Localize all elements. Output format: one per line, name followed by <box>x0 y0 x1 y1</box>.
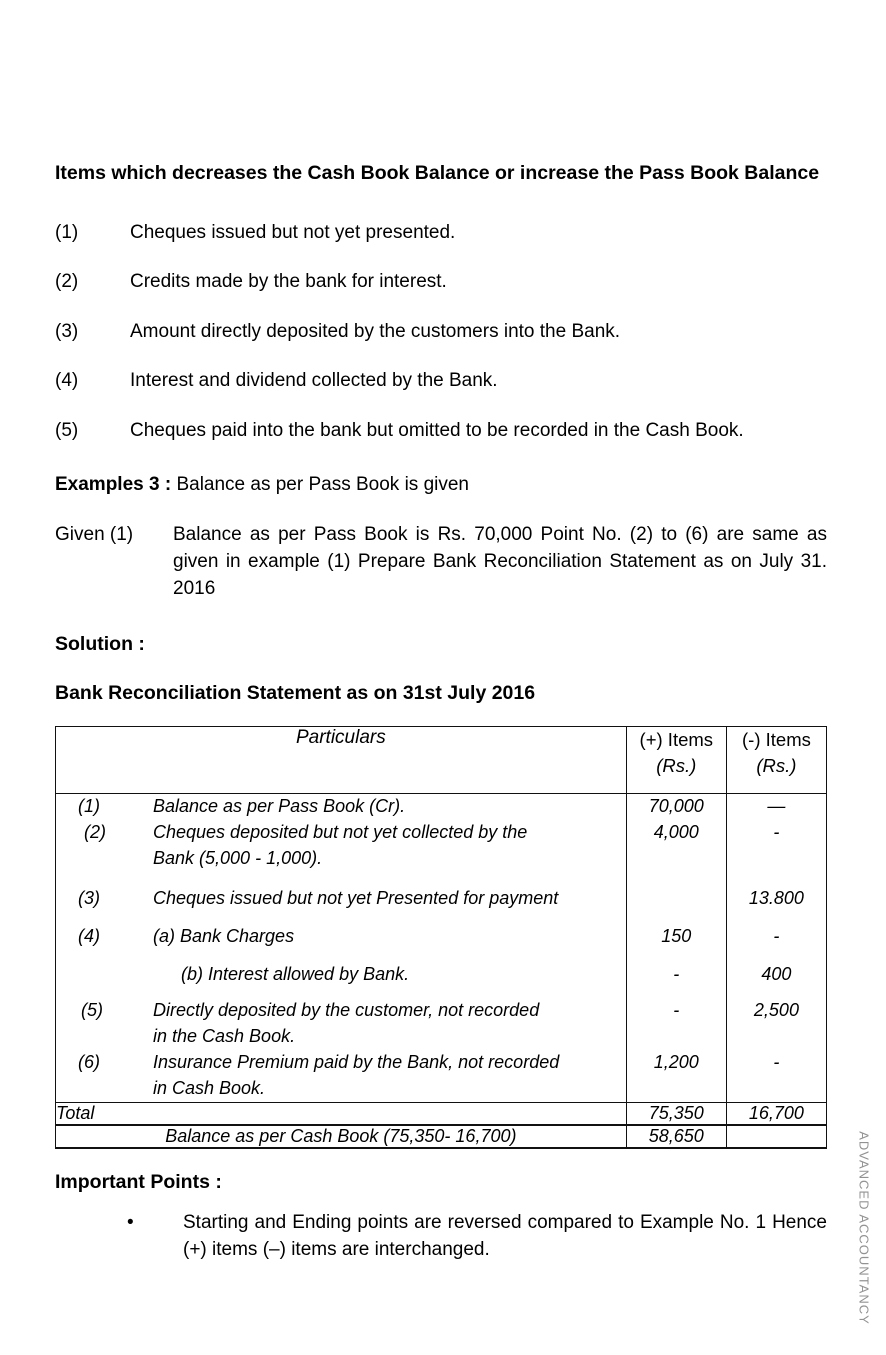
table-row <box>56 886 626 912</box>
header-particulars: Particulars <box>56 727 627 794</box>
list-item <box>55 220 827 247</box>
bullet-icon: • <box>127 1211 134 1233</box>
given-block <box>55 522 827 603</box>
header-plus-unit: (Rs.) <box>656 754 697 776</box>
total-minus-value: 16,700 <box>726 1102 826 1125</box>
minus-value: - <box>773 1052 780 1073</box>
minus-value: 2,500 <box>753 1000 799 1021</box>
row-marker: (1) <box>78 796 100 817</box>
row-text: Directly deposited by the customer, not recorded <box>153 999 540 1020</box>
minus-value-spacer <box>727 846 826 872</box>
list-item-text: Interest and dividend collected by the Bank. <box>130 370 498 392</box>
table-balance-row <box>56 1125 827 1148</box>
list-item-text: Cheques paid into the bank but omitted to be recorded in the Cash Book. <box>130 420 744 442</box>
table-row <box>56 820 626 846</box>
list-item-marker: (1) <box>55 221 79 243</box>
row-marker: (2) <box>84 822 106 843</box>
minus-value: - <box>773 822 780 843</box>
balance-minus-value <box>726 1125 826 1148</box>
watermark-text: ADVANCED ACCOUNTANCY <box>856 1131 872 1325</box>
header-minus-items <box>726 727 826 794</box>
row-text: Cheques deposited but not yet collected by the <box>153 822 528 843</box>
row-marker: (5) <box>81 999 103 1020</box>
minus-value-spacer <box>727 1024 826 1050</box>
minus-value: — <box>767 796 786 817</box>
table-body-row <box>56 794 827 1103</box>
list-item-marker: (5) <box>55 420 79 442</box>
important-points-heading: Important Points : <box>55 1170 222 1193</box>
list-item <box>55 269 827 296</box>
list-item <box>55 319 827 346</box>
row-text-sub: (b) Interest allowed by Bank. <box>181 964 410 985</box>
table-row <box>56 794 626 820</box>
row-text: Balance as per Pass Book (Cr). <box>153 796 406 817</box>
plus-value: 4,000 <box>653 822 699 843</box>
plus-value <box>627 886 726 912</box>
list-item-text: Credits made by the bank for interest. <box>130 271 447 293</box>
plus-value-spacer <box>627 846 726 872</box>
list-item <box>55 368 827 395</box>
plus-items-cell <box>626 794 726 1103</box>
minus-items-cell <box>726 794 826 1103</box>
bank-reconciliation-table <box>55 726 827 1149</box>
list-item <box>55 418 827 445</box>
table-total-row <box>56 1102 827 1125</box>
list-item-marker: (2) <box>55 271 79 293</box>
section-heading: Items which decreases the Cash Book Balance or increase the Pass Book Balance <box>55 162 820 184</box>
plus-value: 70,000 <box>648 796 704 817</box>
plus-value-spacer <box>627 1024 726 1050</box>
solution-label: Solution : <box>55 633 145 656</box>
scan-watermark-artifact <box>844 1128 884 1328</box>
row-marker: (4) <box>78 926 100 947</box>
balance-plus-value: 58,650 <box>626 1125 726 1148</box>
header-minus-unit: (Rs.) <box>756 754 797 776</box>
particulars-cell <box>56 794 627 1103</box>
table-row <box>56 998 626 1024</box>
total-plus-value: 75,350 <box>626 1102 726 1125</box>
document-page <box>55 0 827 1264</box>
header-minus-label: (-) Items <box>742 729 811 751</box>
row-text-continued: in Cash Book. <box>153 1077 266 1098</box>
table-row <box>56 924 626 950</box>
row-text: Cheques issued but not yet Presented for payment <box>153 888 559 909</box>
example-line <box>55 472 827 499</box>
statement-title: Bank Reconciliation Statement as on 31st July 2016 <box>55 682 536 705</box>
minus-value: 13.800 <box>748 888 804 909</box>
example-label: Examples 3 : <box>55 473 172 495</box>
row-text-continued: in the Cash Book. <box>153 1025 296 1046</box>
plus-value: - <box>673 1000 680 1021</box>
plus-value: 1,200 <box>653 1052 699 1073</box>
row-marker: (3) <box>78 888 100 909</box>
minus-value: 400 <box>761 964 792 985</box>
given-text: Balance as per Pass Book is Rs. 70,000 Point No. (2) to (6) are same as given in example (1) Prepare Bank Reconciliation Statement as on July 31. 2016 <box>173 524 827 600</box>
given-marker: Given (1) <box>55 524 134 546</box>
important-points-text: Starting and Ending points are reversed compared to Example No. 1 Hence (+) items (–) items are interchanged. <box>183 1211 827 1260</box>
list-item-marker: (3) <box>55 320 79 342</box>
plus-value: - <box>673 964 680 985</box>
example-text: Balance as per Pass Book is given <box>171 473 470 495</box>
row-text: (a) Bank Charges <box>153 926 295 947</box>
important-points-bullet <box>55 1210 827 1264</box>
list-item-text: Amount directly deposited by the customers into the Bank. <box>130 320 621 342</box>
list-item-marker: (4) <box>55 370 79 392</box>
header-plus-items <box>626 727 726 794</box>
table-header-row <box>56 727 827 794</box>
balance-label: Balance as per Cash Book (75,350- 16,700) <box>56 1125 627 1148</box>
row-marker: (6) <box>78 1051 100 1072</box>
minus-value: - <box>773 926 780 947</box>
row-text: Insurance Premium paid by the Bank, not recorded <box>153 1051 560 1072</box>
total-label: Total <box>56 1102 627 1125</box>
list-item-text: Cheques issued but not yet presented. <box>130 221 456 243</box>
header-plus-label: (+) Items <box>639 729 714 751</box>
row-text-continued: Bank (5,000 - 1,000). <box>153 848 323 869</box>
plus-value: 150 <box>661 926 692 947</box>
table-row <box>56 1050 626 1076</box>
